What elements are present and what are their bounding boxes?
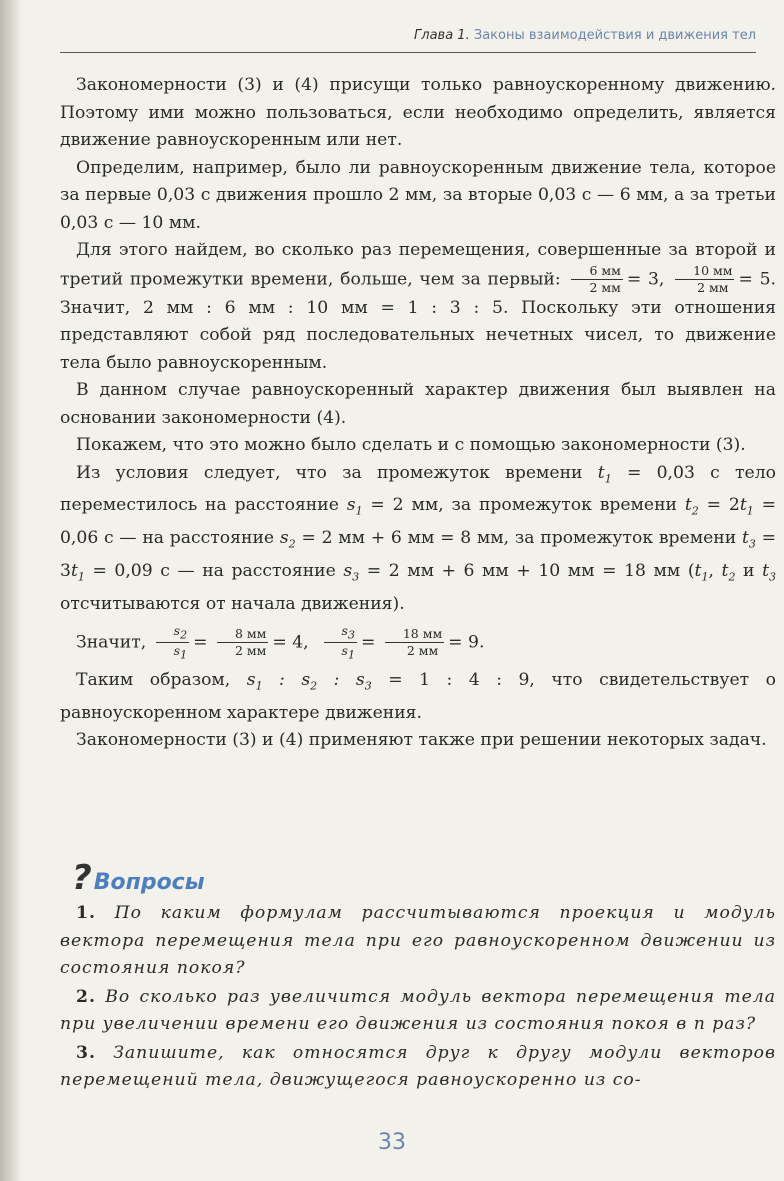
questions-heading (72, 858, 205, 898)
fraction-numerator: 6 мм (571, 265, 622, 281)
var-s1: $s_1$ (346, 495, 363, 518)
p3-start: Для этого найдем, во сколько раз перемещения, совершенные за второй и третий промежутки времени, больше, чем за первый: (60, 240, 776, 289)
fraction-6-over-2 (571, 262, 622, 295)
p8-text: Таким образом, (76, 669, 231, 690)
p6-text: = 2 мм + 6 мм + 10 мм = 18 мм ( (366, 561, 695, 582)
p3-end: Значит, 2 мм : 6 мм : 10 мм = 1 : 3 : 5. Поскольку эти отношения представляют собой ряд последовательных нечетных чисел, то движение тела было равноускоренным. (60, 297, 776, 373)
question-item (60, 984, 776, 1039)
p6-text: = 2 мм, за промежуток времени (370, 495, 677, 516)
fraction-denominator: 2 мм (589, 280, 621, 295)
running-header (60, 28, 756, 50)
p6-text: отсчитываются от начала движения). (60, 594, 405, 615)
page-number: 33 (378, 1130, 406, 1155)
var-t1: $t_1$ (694, 561, 709, 584)
var-t1: $t_1$ (739, 495, 754, 518)
fraction-s3-over-s1 (324, 622, 357, 662)
p6-text: = 3 (60, 528, 777, 582)
question-text: Запишите, как относятся друг к другу модули векторов перемещений тела, движущегося равноускоренно из со- (60, 1042, 776, 1090)
question-mark-icon: ? (72, 858, 92, 898)
fraction-result: = 3, (626, 269, 665, 289)
fraction-denominator: 2 мм (406, 643, 439, 659)
p6-text: и (743, 561, 755, 582)
fraction-8-over-2 (217, 625, 268, 659)
fraction-denominator: 2 мм (234, 643, 267, 659)
question-item (60, 1040, 776, 1095)
paragraph-4: В данном случае равноускоренный характер движения был выявлен на основании закономерности (4). (60, 380, 776, 428)
fraction-10-over-2 (675, 262, 734, 295)
var-t3: $t_3$ (762, 561, 776, 584)
fraction-denominator: $s_1$ (341, 643, 355, 662)
question-text: Во сколько раз увеличится модуль вектора перемещения тела при увеличении времени его движения из состояния покоя в n раз? (60, 986, 776, 1034)
paragraph-8 (60, 667, 776, 727)
p6-text: Из условия следует, что за промежуток времени (76, 462, 583, 483)
chapter-label: Глава 1. (414, 28, 470, 43)
question-number: 3. (76, 1042, 96, 1063)
fraction-numerator: 10 мм (675, 265, 734, 281)
question-number: 1. (76, 903, 96, 923)
p7-label: Значит, (76, 632, 147, 653)
fraction-numerator: 18 мм (385, 628, 444, 644)
chapter-topic: Законы взаимодействия и движения тел (473, 28, 756, 43)
body-text (60, 72, 776, 755)
fraction-s2-over-s1 (156, 622, 189, 662)
fraction-denominator: $s_1$ (173, 643, 188, 662)
fraction-numerator: 8 мм (217, 628, 268, 644)
header-rule (60, 52, 756, 53)
var-t1: $t_1$ (597, 462, 612, 485)
question-number: 2. (76, 986, 96, 1007)
paragraph-9: Закономерности (3) и (4) применяют также при решении некоторых задач. (76, 730, 767, 751)
paragraph-1: Закономерности (3) и (4) присущи только равноускоренному движению. Поэтому ими можно пользоваться, если необходимо определить, является движение равноускоренным или нет. (60, 75, 776, 150)
p6-text: = 0,09 с — на расстояние (92, 561, 336, 582)
paragraph-6: Из условия следует, что за промежуток времени $t_1 = 0,03$ с тело переместилось на расстояние $s_1 = 2$ мм, за промежуток времени $t_2 = 2t_1 = 0,06$ с — на расстояние $s_2 = 2$ мм + 6 мм = 8 мм, за промежуток времени $t_3 = 3t_1 = 0,09$ с — на расстояние $s_3 = 2$ мм + 6 мм + 10 мм = 18 мм ($t_1$, $t_2$ и $t_3$ отсчитываются от начала движения). (60, 462, 777, 615)
paragraph-2: Определим, например, было ли равноускоренным движение тела, которое за первые 0,03 с движения прошло 2 мм, за вторые 0,03 с — 6 мм, а за третьи 0,03 с — 10 мм. (60, 157, 776, 233)
fraction-numerator: $s_3$ (324, 625, 357, 644)
book-spine-shadow (0, 0, 22, 1181)
var-t2: $t_2$ (721, 561, 736, 584)
paragraph-7: Значит, $\frac{s_2}{s_1}$ = $\frac{8 мм}{2 мм}$ = 4, $\frac{s_3}{s_1}$ = $\frac{18 мм}{2 мм}$ = 9. (76, 622, 485, 662)
paragraph-5: Покажем, что это можно было сделать и с помощью закономерности (3). (76, 435, 746, 455)
var-s3: $s_3$ (343, 561, 360, 584)
p6-text: = 0,03 с тело переместилось на расстояние (60, 462, 776, 516)
questions-title: Вопросы (93, 870, 205, 895)
var-t1: $t_1$ (70, 561, 85, 584)
questions-list (60, 900, 776, 1096)
fraction-result: = 4, (272, 632, 309, 653)
question-item (60, 900, 776, 983)
var-t2: $t_2$ (684, 495, 699, 518)
paragraph-3 (60, 237, 776, 377)
fraction-numerator: $s_2$ (156, 625, 189, 644)
p6-text: = 2 (706, 495, 740, 516)
p6-text: = 0,06 с — на расстояние (60, 495, 777, 549)
question-text: По каким формулам рассчитываются проекция и модуль вектора перемещения тела при его равноускоренном движении из состояния покоя? (60, 903, 776, 978)
var-t3: $t_3$ (741, 528, 756, 551)
fraction-18-over-2 (385, 625, 444, 659)
var-s2: $s_2$ (279, 528, 296, 551)
ratio-s1-s2-s3: $s_1$ : $s_2$ : $s_3$ (246, 669, 372, 693)
fraction-result: = 5. (738, 269, 777, 289)
p6-text: = 2 мм + 6 мм = 8 мм, за промежуток времени (301, 528, 737, 549)
p8-text: = 1 : 4 : 9, что свидетельствует о равноускоренном характере движения. (60, 669, 776, 723)
fraction-result: = 9. (448, 632, 485, 653)
fraction-denominator: 2 мм (697, 280, 729, 295)
